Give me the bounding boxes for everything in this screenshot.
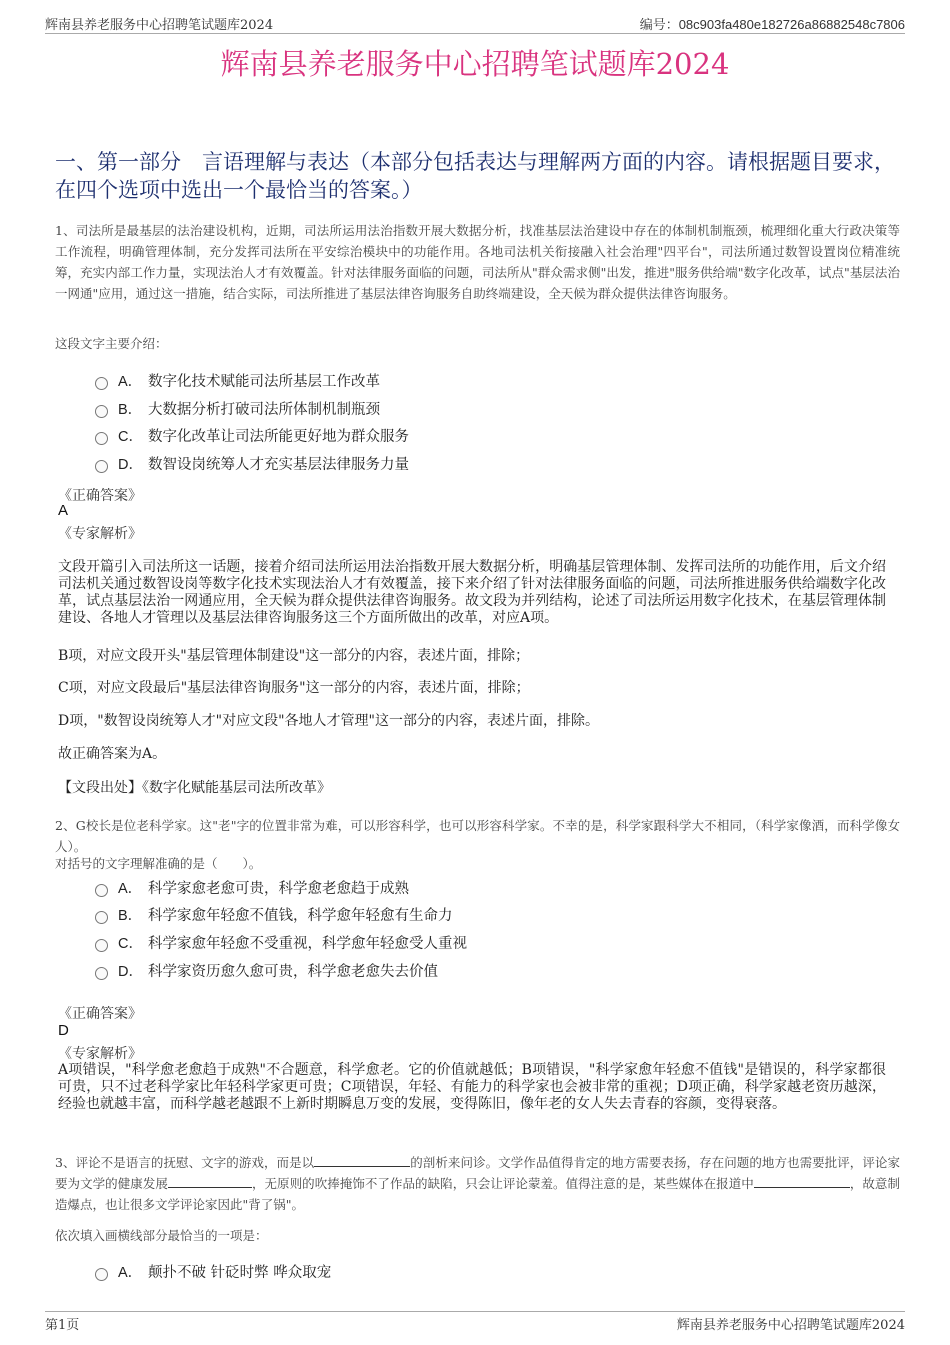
q1-analysis-label: 《专家解析》: [58, 526, 142, 542]
footer-title: 辉南县养老服务中心招聘笔试题库2024: [676, 1318, 905, 1333]
question-2-prompt: 对括号的文字理解准确的是（ ）。: [55, 856, 262, 871]
question-1-stem: 1、司法所是最基层的法治建设机构，近期，司法所运用法治指数开展大数据分析，找准基层法治建设中存在的体制机制瓶颈，梳理细化重大行政决策等工作流程，明确管理体制，充分发挥司法所在平安综治模块中的功能作用。各地司法机关衔接融入社会治理"四平台"，司法所通过数智设置岗位精准统筹，充实内部工作力量，实现法治人才有效覆盖。针对法律服务面临的问题，司法所从"群众需求侧"出发，推进"服务供给端"数字化改革，试点"基层法治一网通"应用，通过这一措施，结合实际，司法所推进了基层法律咨询服务自助终端建设，全天候为群众提供法律咨询服务。: [55, 223, 900, 301]
q2-analysis-label: 《专家解析》: [58, 1046, 142, 1062]
question-3-stem: 3、评论不是语言的抚慰、文字的游戏，而是以 的剖析来问诊。文学作品值得肯定的地方需要表扬，存在问题的地方也需要批评，评论家要为文学的健康发展 ，无原则的吹捧掩饰不了作品的缺陷，只会让评论蒙羞。值得注意的是，某些媒体在报道中 ，故意制造爆点，也让很多文学评论家因此"背了锅"。: [55, 1152, 900, 1215]
radio-icon[interactable]: [95, 967, 108, 980]
radio-icon[interactable]: [95, 405, 108, 418]
radio-icon[interactable]: [95, 460, 108, 473]
radio-icon[interactable]: [95, 884, 108, 897]
question-3-prompt: 依次填入画横线部分最恰当的一项是：: [55, 1228, 268, 1243]
radio-icon[interactable]: [95, 377, 108, 390]
header-left-title: 辉南县养老服务中心招聘笔试题库2024: [45, 18, 274, 33]
q1-option-d[interactable]: D． 数智设岗统筹人才充实基层法律服务力量: [95, 452, 409, 474]
footer-divider: [45, 1311, 905, 1312]
q1-analysis-d: D项，"数智设岗统筹人才"对应文段"各地人才管理"这一部分的内容，表述片面，排除。: [58, 713, 599, 729]
section-heading: 一、第一部分 言语理解与表达（本部分包括表达与理解两方面的内容。请根据题目要求，在四个选项中选出一个最恰当的答案。）: [55, 150, 895, 202]
q2-option-a[interactable]: A． 科学家愈老愈可贵，科学愈老愈趋于成熟: [95, 876, 409, 898]
radio-icon[interactable]: [95, 432, 108, 445]
radio-icon[interactable]: [95, 1268, 108, 1281]
q2-option-b[interactable]: B． 科学家愈年轻愈不值钱，科学愈年轻愈有生命力: [95, 903, 453, 925]
header-divider: [45, 33, 905, 34]
radio-icon[interactable]: [95, 939, 108, 952]
q1-analysis-c: C项，对应文段最后"基层法律咨询服务"这一部分的内容，表述片面，排除；: [58, 680, 530, 696]
q1-answer: A: [58, 502, 69, 519]
q1-analysis-main: 文段开篇引入司法所这一话题，接着介绍司法所运用法治指数开展大数据分析，明确基层管理体制、发挥司法所的功能作用，后文介绍司法机关通过数智设岗等数字化技术实现法治人才有效覆盖，接下来介绍了针对法律服务面临的问题，司法所推进服务供给端数字化改革，试点基层法治一网通应用，全天候为群众提供法律咨询服务。故文段为并列结构，论述了司法所运用数字化技术，在基层管理体制建设、各地人才管理以及基层法律咨询服务这三个方面所做出的改革，对应A项。: [58, 559, 886, 626]
q1-source: 【文段出处】《数字化赋能基层司法所改革》: [58, 780, 331, 796]
q2-option-d[interactable]: D． 科学家资历愈久愈可贵，科学愈老愈失去价值: [95, 959, 438, 981]
fill-blank-3[interactable]: [754, 1173, 850, 1188]
header-doc-number: 编号：08c903fa480e182726a86882548c7806: [639, 17, 905, 32]
question-2-stem: 2、G校长是位老科学家。这"老"字的位置非常为难，可以形容科学，也可以形容科学家。不幸的是，科学家跟科学大不相同，（科学家像酒，而科学像女人）。: [55, 818, 900, 854]
fill-blank-1[interactable]: [314, 1152, 410, 1167]
page-number: 第1页: [45, 1318, 80, 1333]
question-1-prompt: 这段文字主要介绍：: [55, 336, 168, 351]
q1-option-a[interactable]: A． 数字化技术赋能司法所基层工作改革: [95, 369, 380, 391]
q1-option-b[interactable]: B． 大数据分析打破司法所体制机制瓶颈: [95, 397, 380, 419]
q1-option-c[interactable]: C． 数字化改革让司法所能更好地为群众服务: [95, 424, 409, 446]
q2-answer: D: [58, 1022, 69, 1039]
radio-icon[interactable]: [95, 911, 108, 924]
q1-analysis-conclusion: 故正确答案为A。: [58, 746, 167, 762]
q1-analysis-b: B项，对应文段开头"基层管理体制建设"这一部分的内容，表述片面，排除；: [58, 648, 530, 664]
q3-option-a[interactable]: A． 颠扑不破 针砭时弊 哗众取宠: [95, 1260, 331, 1282]
q2-answer-label: 《正确答案》: [58, 1006, 142, 1022]
q2-option-c[interactable]: C． 科学家愈年轻愈不受重视，科学愈年轻愈受人重视: [95, 931, 467, 953]
fill-blank-2[interactable]: [168, 1173, 252, 1188]
q1-answer-label: 《正确答案》: [58, 488, 142, 504]
q2-analysis: A项错误，"科学愈老愈趋于成熟"不合题意，科学愈老。它的价值就越低；B项错误，"科学家愈年轻愈不值钱"是错误的，科学家都很可贵，只不过老科学家比年轻科学家更可贵；C项错误，年轻、有能力的科学家也会被非常的重视；D项正确，科学家越老资历越深，经验也就越丰富，而科学越老越跟不上新时期瞬息万变的发展，变得陈旧，像年老的女人失去青春的容颜，变得衰落。: [58, 1062, 886, 1112]
page-title: 辉南县养老服务中心招聘笔试题库2024: [220, 47, 730, 81]
